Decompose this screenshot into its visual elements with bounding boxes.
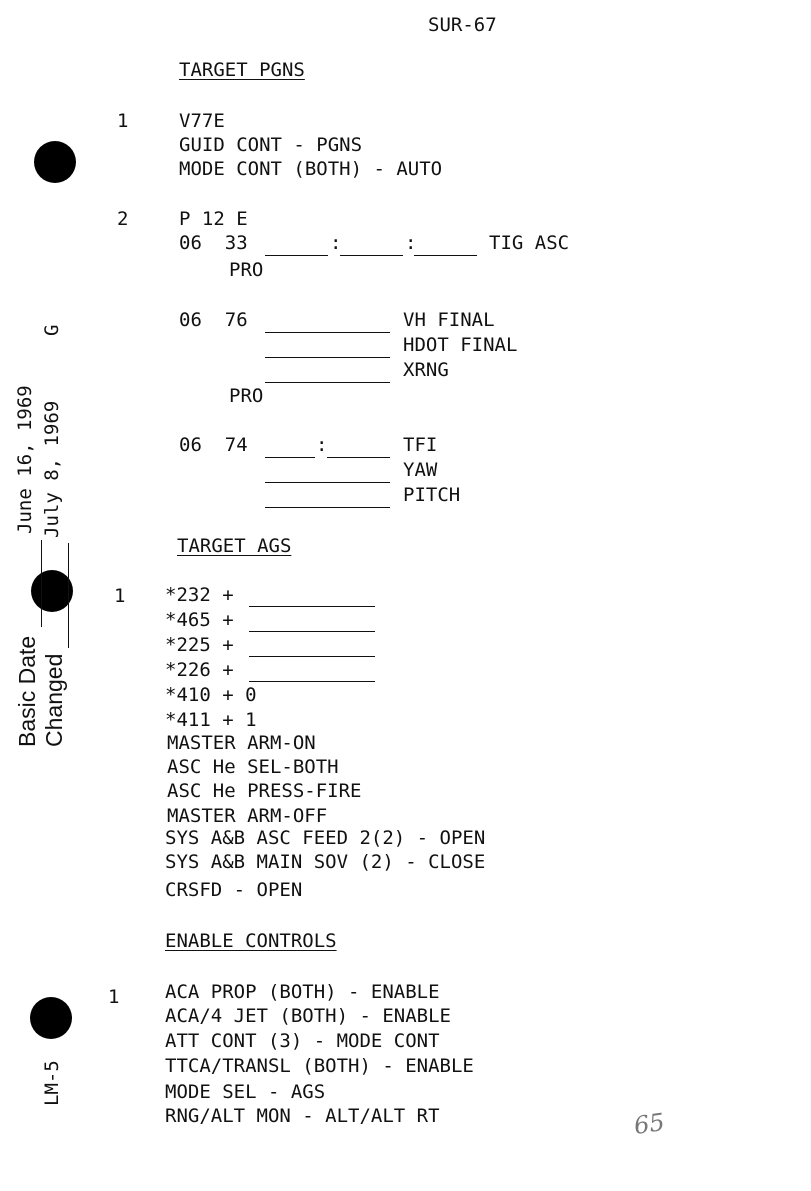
ags-address: *411 + 1 [165,709,257,731]
changed-value: July 8, 1969 [41,400,63,538]
ags-address: *225 + [165,634,234,656]
entry-blank [249,681,375,682]
field-label: HDOT FINAL [403,334,518,356]
noun-0674: 06 74 [179,434,248,456]
procedure-line: ATT CONT (3) - MODE CONT [165,1030,440,1052]
ags-address: *226 + [165,659,234,681]
procedure-line: PRO [229,385,264,407]
binder-hole [34,141,76,183]
entry-blank [265,482,390,483]
basic-date-value: June 16, 1969 [14,385,36,534]
field-label: VH FINAL [403,309,495,331]
entry-blank-seconds [414,255,477,256]
changed-rule [68,543,69,648]
noun-0633: 06 33 [179,232,248,254]
procedure-line: MASTER ARM-ON [167,732,316,754]
handwritten-page-number: 65 [632,1108,667,1140]
noun-0676: 06 76 [179,309,248,331]
procedure-line: ASC He PRESS-FIRE [167,780,362,802]
field-label: TIG ASC [489,232,570,254]
entry-blank [265,382,390,383]
time-colon: : [316,434,328,456]
procedure-line: MODE CONT (BOTH) - AUTO [179,158,443,180]
procedure-line: ACA/4 JET (BOTH) - ENABLE [165,1005,451,1027]
step-number: 1 [108,986,120,1008]
time-colon: : [405,232,417,254]
vehicle-id: LM-5 [41,1060,63,1106]
entry-blank [249,656,375,657]
step-number: 1 [114,585,126,607]
field-label: PITCH [403,484,461,506]
procedure-line: ACA PROP (BOTH) - ENABLE [165,981,440,1003]
ags-address: *410 + 0 [165,684,257,706]
procedure-line: P 12 E [179,208,248,230]
entry-blank [265,507,390,508]
enable-controls-heading: ENABLE CONTROLS [165,930,337,952]
procedure-line: V77E [179,110,225,132]
field-label: YAW [403,459,438,481]
entry-blank-minutes [340,255,403,256]
binder-hole [31,570,73,612]
page-id: SUR-67 [428,14,497,36]
ags-address: *465 + [165,609,234,631]
target-pgns-heading: TARGET PGNS [179,59,305,81]
procedure-line: RNG/ALT MON - ALT/ALT RT [165,1105,440,1127]
procedure-line: SYS A&B ASC FEED 2(2) - OPEN [165,827,486,849]
procedure-line: TTCA/TRANSL (BOTH) - ENABLE [165,1055,474,1077]
entry-blank [265,332,390,333]
entry-blank [249,631,375,632]
procedure-line: MODE SEL - AGS [165,1081,326,1103]
changed-label: Changed [41,653,67,747]
step-number: 2 [117,208,129,230]
procedure-line: GUID CONT - PGNS [179,134,363,156]
revision-letter: G [41,324,63,336]
entry-blank-hours [265,255,328,256]
procedure-line: ASC He SEL-BOTH [167,756,339,778]
basic-date-label: Basic Date [14,635,40,747]
entry-blank-seconds [327,457,390,458]
step-number: 1 [117,110,129,132]
field-label: XRNG [403,359,449,381]
entry-blank-minutes [265,457,315,458]
procedure-line: PRO [229,259,264,281]
entry-blank [249,606,375,607]
field-label: TFI [403,434,438,456]
ags-address: *232 + [165,584,234,606]
target-ags-heading: TARGET AGS [177,535,292,557]
procedure-line: CRSFD - OPEN [165,879,303,901]
entry-blank [265,357,390,358]
basic-date-rule [41,540,42,627]
procedure-line: SYS A&B MAIN SOV (2) - CLOSE [165,851,486,873]
binder-hole [30,997,72,1039]
time-colon: : [330,232,342,254]
procedure-line: MASTER ARM-OFF [167,805,328,827]
